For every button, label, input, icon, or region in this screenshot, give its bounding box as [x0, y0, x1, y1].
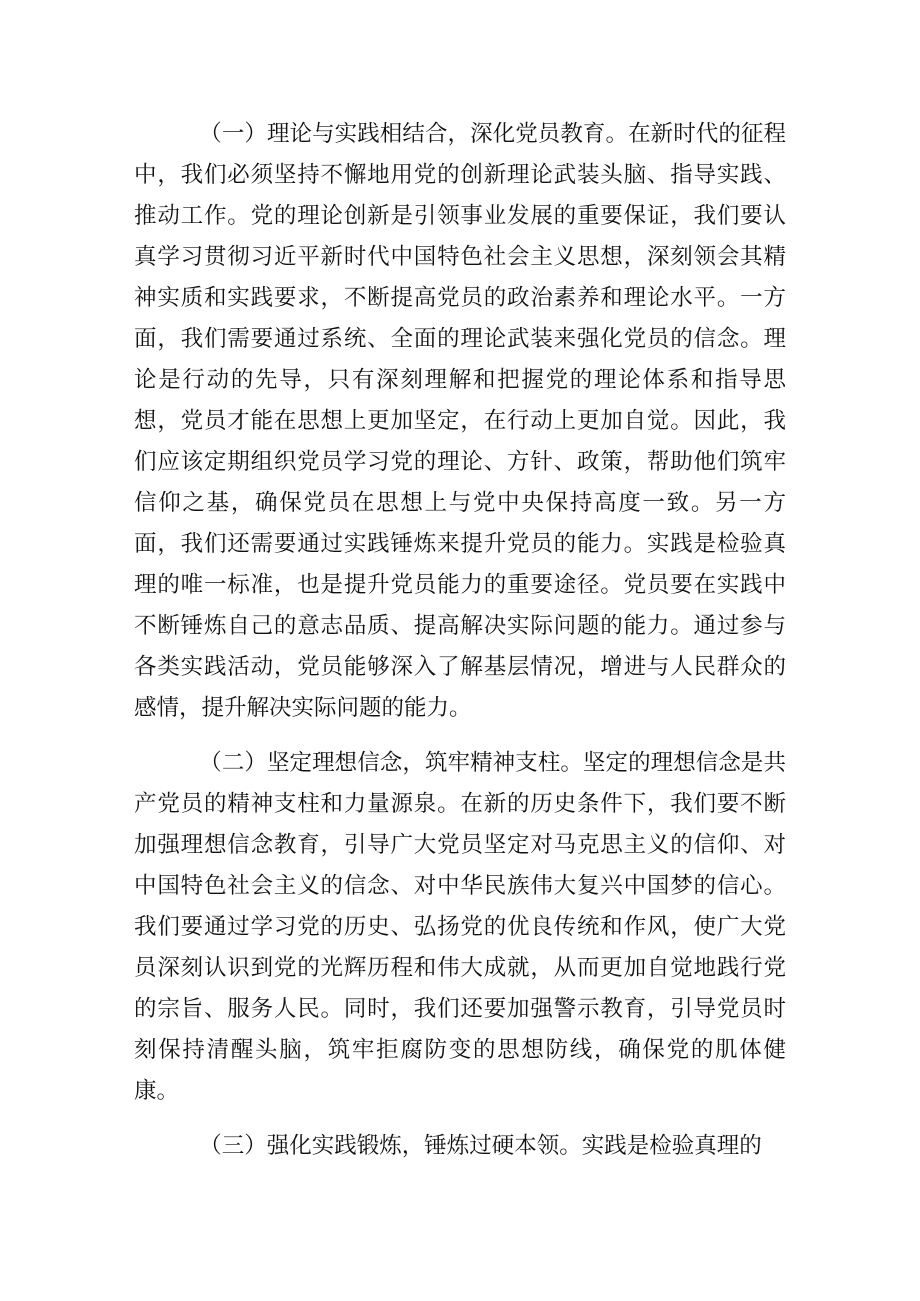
paragraph-1: （一）理论与实践相结合，深化党员教育。在新时代的征程中，我们必须坚持不懈地用党的创新理论武装头脑、指导实践、推动工作。党的理论创新是引领事业发展的重要保证，我们要认真学习贯彻习近平新时代中国特色社会主义思想，深刻领会其精神实质和实践要求，不断提高党员的政治素养和理论水平。一方面，我们需要通过系统、全面的理论武装来强化党员的信念。理论是行动的先导，只有深刻理解和把握党的理论体系和指导思想，党员才能在思想上更加坚定，在行动上更加自觉。因此，我们应该定期组织党员学习党的理论、方针、政策，帮助他们筑牢信仰之基，确保党员在思想上与党中央保持高度一致。另一方面，我们还需要通过实践锤炼来提升党员的能力。实践是检验真理的唯一标准，也是提升党员能力的重要途径。党员要在实践中不断锤炼自己的意志品质、提高解决实际问题的能力。通过参与各类实践活动，党员能够深入了解基层情况，增进与人民群众的感情，提升解决实际问题的能力。 — [134, 121, 786, 721]
paragraph-2: （二）坚定理想信念，筑牢精神支柱。坚定的理想信念是共产党员的精神支柱和力量源泉。在新的历史条件下，我们要不断加强理想信念教育，引导广大党员坚定对马克思主义的信仰、对中国特色社会主义的信念、对中华民族伟大复兴中国梦的信心。我们要通过学习党的历史、弘扬党的优良传统和作风，使广大党员深刻认识到党的光辉历程和伟大成就，从而更加自觉地践行党的宗旨、服务人民。同时，我们还要加强警示教育，引导党员时刻保持清醒头脑，筑牢拒腐防变的思想防线，确保党的肌体健康。 — [134, 750, 786, 1104]
paragraph-3: （三）强化实践锻炼，锤炼过硬本领。实践是检验真理的 — [199, 1133, 762, 1159]
document-body — [134, 114, 786, 1181]
